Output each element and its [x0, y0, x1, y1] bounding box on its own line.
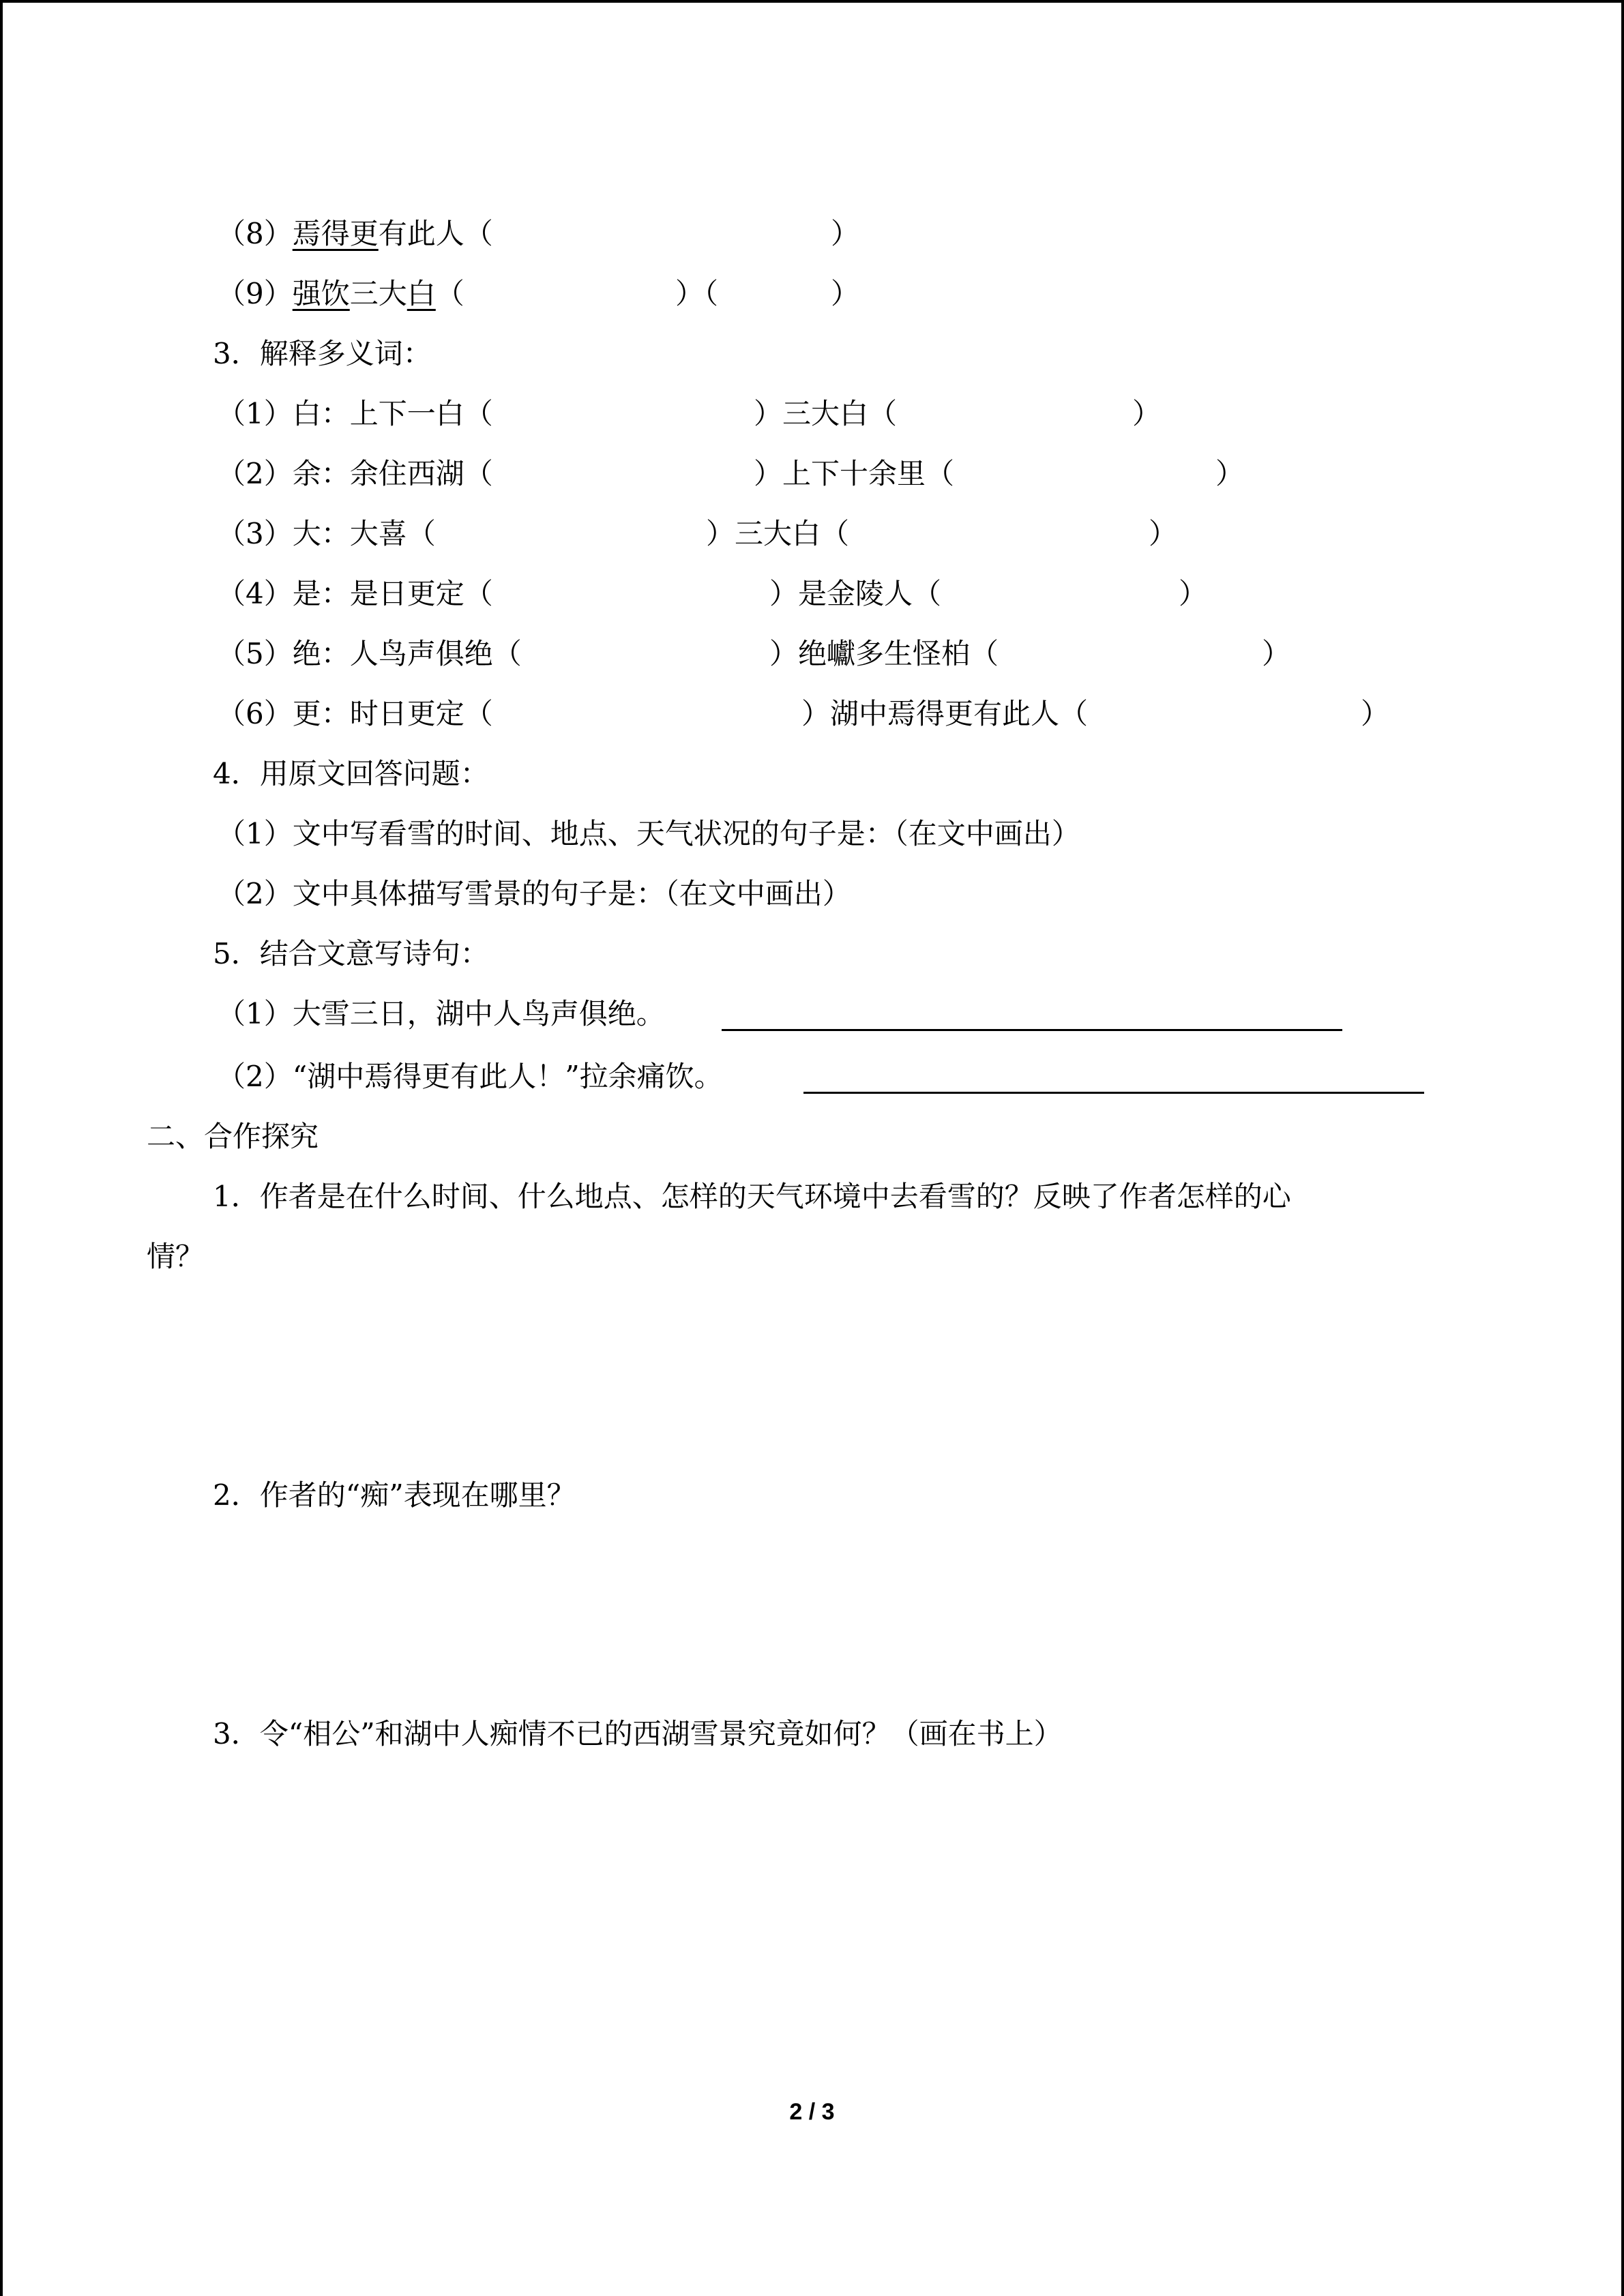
question-4-title: 4．用原文回答问题：	[213, 757, 489, 790]
polysemy-row-3-b: ）三大白（	[706, 517, 850, 550]
polysemy-row-2: （2）余：余住西湖（	[217, 457, 493, 490]
section-2-title: 二、合作探究	[147, 1120, 319, 1153]
question-5-item-2: （2）“湖中焉得更有此人！”拉余痛饮。	[217, 1060, 723, 1093]
question-4-item-2: （2）文中具体描写雪景的句子是：（在文中画出）	[217, 877, 851, 910]
polysemy-row-6: （6）更：时日更定（	[217, 697, 493, 730]
item-text: 三大	[349, 277, 407, 310]
answer-close-paren: ）	[831, 277, 860, 310]
question-3-title: 3．解释多义词：	[213, 337, 432, 370]
question-5-title: 5．结合文意写诗句：	[213, 937, 489, 970]
item-number: （9）	[217, 277, 293, 310]
polysemy-row-6-c: ）	[1361, 697, 1390, 730]
item-text: 有此人（	[378, 217, 493, 250]
item-8	[217, 213, 493, 254]
answer-blank-line[interactable]	[722, 1029, 1342, 1031]
polysemy-row-4-c: ）	[1179, 577, 1208, 610]
page-number: 2 / 3	[789, 2099, 835, 2125]
question-4-item-1: （1）文中写看雪的时间、地点、天气状况的句子是：（在文中画出）	[217, 817, 1080, 850]
underlined-word: 强饮	[292, 277, 350, 310]
polysemy-row-6-b: ）湖中焉得更有此人（	[801, 697, 1089, 730]
inquiry-question-3: 3．令“相公”和湖中人痴情不已的西湖雪景究竟如何？（画在书上）	[213, 1717, 1063, 1750]
polysemy-row-4: （4）是：是日更定（	[217, 577, 493, 610]
polysemy-row-1-b: ）三大白（	[754, 397, 898, 430]
polysemy-row-2-b: ）上下十余里（	[754, 457, 955, 490]
item-9	[217, 273, 464, 314]
item-text: （	[435, 277, 464, 310]
item-number: （8）	[217, 217, 293, 250]
polysemy-row-4-b: ）是金陵人（	[769, 577, 942, 610]
question-5-item-1: （1）大雪三日，湖中人鸟声俱绝。	[217, 997, 665, 1030]
polysemy-row-5-b: ）绝巘多生怪柏（	[769, 637, 999, 670]
answer-blank-line[interactable]	[803, 1092, 1424, 1094]
polysemy-row-5: （5）绝：人鸟声俱绝（	[217, 637, 522, 670]
underlined-word: 焉得更	[292, 217, 379, 250]
polysemy-row-3: （3）大：大喜（	[217, 517, 436, 550]
underlined-word: 白	[407, 277, 436, 310]
polysemy-row-5-c: ）	[1262, 637, 1291, 670]
inquiry-question-2: 2．作者的“痴”表现在哪里？	[213, 1478, 576, 1512]
polysemy-row-1: （1）白：上下一白（	[217, 397, 493, 430]
inquiry-question-1: 1．作者是在什么时间、什么地点、怎样的天气环境中去看雪的？反映了作者怎样的心	[213, 1180, 1291, 1213]
polysemy-row-3-c: ）	[1149, 517, 1178, 550]
inquiry-question-1-cont: 情？	[147, 1240, 205, 1273]
answer-close-paren: ）（	[675, 277, 719, 310]
answer-close-paren: ）	[831, 217, 860, 250]
polysemy-row-1-c: ）	[1132, 397, 1162, 430]
polysemy-row-2-c: ）	[1215, 457, 1245, 490]
